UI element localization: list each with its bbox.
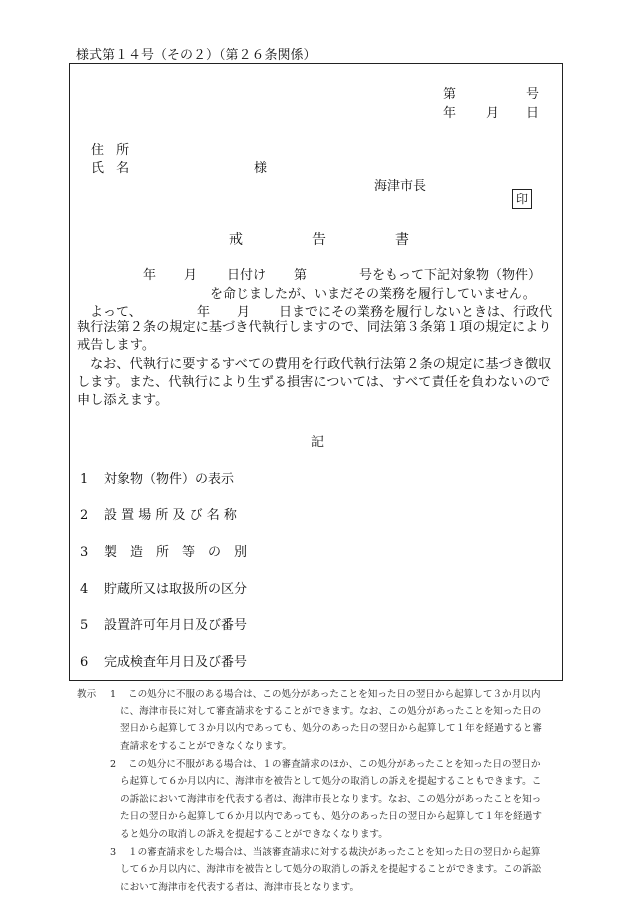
note-1-line-3: 翌日から起算して３か月以内であっても、処分のあった日の翌日から起算して１年を経過すると審 (120, 723, 542, 734)
issuer-name: 海津市長 (374, 179, 427, 194)
body-l3-rest: 日までにその業務を履行しないときは、行政代 (279, 305, 553, 320)
body-l1-year: 年 (143, 268, 157, 283)
body-line-4: 執行法第２条の規定に基づき代執行しますので、同法第３条第１項の規定により (77, 320, 552, 335)
note-2-line-1: この処分に不服がある場合は、１の審査請求のほか、この処分があったことを知った日の翌日か (128, 759, 541, 770)
note-1-line-4: 査請求をすることができなくなります。 (120, 741, 292, 752)
body-line-6: なお、代執行に要するすべての費用を行政代執行法第２条の規定に基づき徴収 (90, 357, 552, 372)
note-2-line-2: ら起算して６か月以内に、海津市を被告として処分の取消しの訴えを提起することもできます。こ (120, 776, 542, 787)
note-1-number: 1 (110, 689, 117, 700)
list-item: 4 貯蔵所又は取扱所の区分 (80, 582, 248, 597)
body-line-8: 申し添えます。 (77, 393, 169, 408)
date-day: 日 (526, 106, 540, 121)
ki-heading: 記 (311, 435, 325, 450)
notes-label: 教示 (77, 689, 97, 700)
body-line-7: します。また、代執行により生ずる損害については、すべて責任を負わないので (77, 375, 551, 390)
body-l3-start: よって、 (90, 305, 142, 320)
list-item: 5 設置許可年月日及び番号 (80, 618, 248, 633)
name-label: 氏 名 (91, 161, 134, 176)
note-3-line-2: して６か月以内に、海津市を被告として処分の取消しの訴えを提起することができます。この訴訟 (120, 864, 542, 875)
note-1-line-2: に、海津市長に対して審査請求をすることができます。なお、この処分があったことを知った日の (120, 706, 542, 717)
body-l1-month: 月 (184, 268, 198, 283)
body-l3-year: 年 (197, 305, 211, 320)
number-suffix: 号 (526, 87, 540, 102)
body-l1-dated: 日付け (227, 268, 267, 283)
honorific-sama: 様 (254, 161, 268, 176)
number-prefix: 第 (443, 87, 457, 102)
form-number: 様式第１４号（その２）（第２６条関係） (76, 48, 317, 63)
list-item: 2 設 置 場 所 及 び 名 称 (80, 508, 237, 523)
title-char-3: 書 (395, 232, 409, 248)
body-l1-dai: 第 (294, 268, 308, 283)
address-label: 住 所 (91, 143, 134, 158)
list-item: 1 対象物（物件）の表示 (80, 472, 235, 487)
title-char-2: 告 (312, 232, 326, 248)
seal-mark: 印 (512, 189, 532, 209)
note-3-line-3: において海津市を代表する者は、海津市長となります。 (120, 882, 360, 893)
date-month: 月 (486, 106, 500, 121)
list-item: 3 製 造 所 等 の 別 (80, 545, 248, 560)
body-line-5: 戒告します。 (77, 338, 156, 353)
note-2-line-5: ると処分の取消しの訴えを提起することができなくなります。 (120, 829, 388, 840)
title-char-1: 戒 (229, 232, 243, 248)
note-2-number: 2 (110, 759, 117, 770)
note-3-number: 3 (110, 847, 117, 858)
note-3-line-1: １の審査請求をした場合は、当該審査請求に対する裁決があったことを知った日の翌日から起算 (128, 847, 541, 858)
note-2-line-4: た日の翌日から起算して６か月以内であっても、処分のあった日の翌日から起算して１年を経過す (120, 811, 542, 822)
note-2-line-3: の訴訟において海津市を代表する者は、海津市長となります。なお、この処分があったことを知っ (120, 794, 542, 805)
body-l1-rest: 号をもって下記対象物（物件） (359, 268, 542, 283)
list-item: 6 完成検査年月日及び番号 (80, 655, 248, 670)
note-1-line-1: この処分に不服のある場合は、この処分があったことを知った日の翌日から起算して３か月以内 (128, 689, 541, 700)
date-year: 年 (443, 106, 457, 121)
body-l3-month: 月 (237, 305, 251, 320)
body-line-2: を命じましたが、いまだその業務を履行していません。 (210, 287, 536, 302)
